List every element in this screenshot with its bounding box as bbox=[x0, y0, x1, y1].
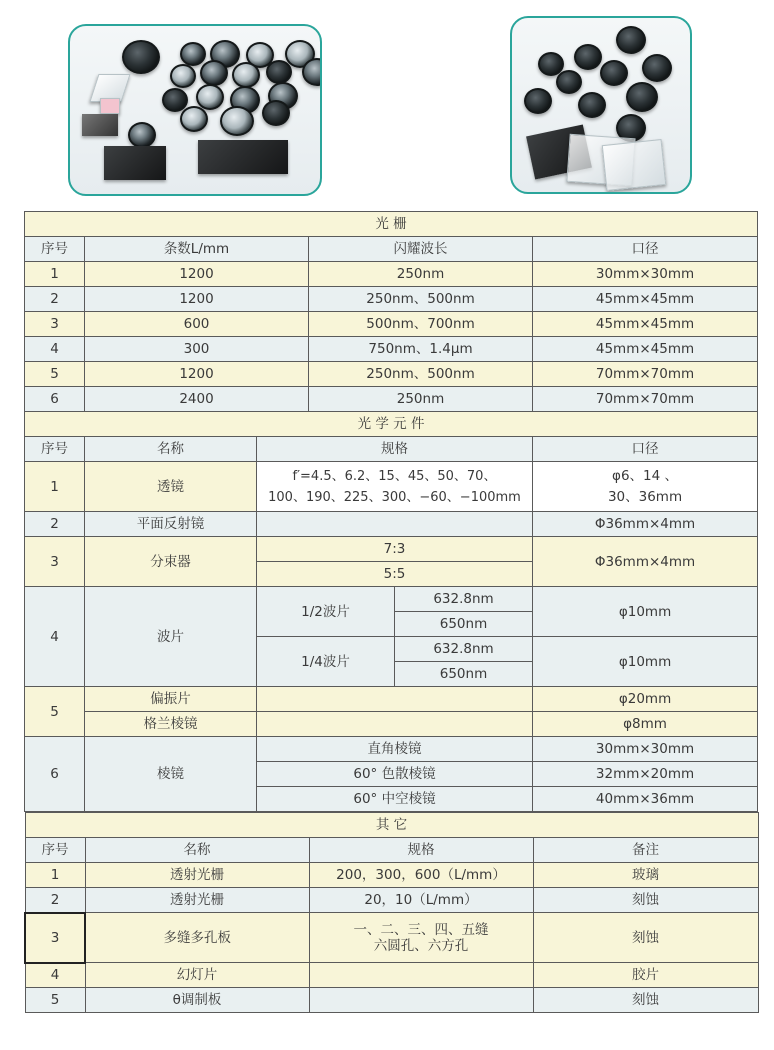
item-note: 玻璃 bbox=[533, 863, 758, 888]
header-cell: 规格 bbox=[257, 437, 533, 462]
table-cell: 250nm bbox=[309, 387, 533, 412]
row-number: 2 bbox=[25, 287, 85, 312]
filter-image bbox=[266, 60, 292, 84]
row-number: 4 bbox=[25, 337, 85, 362]
table-row bbox=[25, 913, 758, 963]
item-spec bbox=[257, 512, 533, 537]
filter-image bbox=[196, 84, 224, 110]
glass-plate-image bbox=[602, 139, 666, 191]
row-number: 3 bbox=[25, 913, 85, 963]
filter-image bbox=[180, 42, 206, 66]
item-size: Φ36mm×4mm bbox=[533, 512, 758, 537]
filter-image bbox=[262, 100, 290, 126]
filter-image bbox=[302, 58, 322, 86]
table-cell: 300 bbox=[85, 337, 309, 362]
filter-image bbox=[170, 64, 196, 88]
item-name: 平面反射镜 bbox=[85, 512, 257, 537]
row-number: 2 bbox=[25, 512, 85, 537]
item-name: θ调制板 bbox=[85, 988, 309, 1013]
filter-image bbox=[556, 70, 582, 94]
table-row bbox=[25, 687, 758, 712]
other-table bbox=[24, 812, 759, 1013]
grating-table bbox=[24, 211, 758, 412]
item-spec: 20，10（L/mm） bbox=[309, 888, 533, 913]
header-cell: 口径 bbox=[533, 237, 758, 262]
table-row bbox=[25, 312, 758, 337]
row-number: 3 bbox=[25, 312, 85, 337]
item-name: 多缝多孔板 bbox=[85, 913, 309, 963]
table-cell: 250nm、500nm bbox=[309, 362, 533, 387]
item-spec: 60° 色散棱镜 bbox=[257, 762, 533, 787]
item-spec: 650nm bbox=[395, 662, 533, 687]
lens-mount-image bbox=[122, 40, 160, 74]
item-size: Φ36mm×4mm bbox=[533, 537, 758, 587]
header-cell: 序号 bbox=[25, 838, 85, 863]
table-row bbox=[25, 337, 758, 362]
item-name: 波片 bbox=[85, 587, 257, 687]
section-title: 其 它 bbox=[25, 813, 758, 838]
row-number: 4 bbox=[25, 963, 85, 988]
row-number: 1 bbox=[25, 262, 85, 287]
filter-image bbox=[200, 60, 228, 86]
header-cell: 名称 bbox=[85, 838, 309, 863]
table-cell: 1200 bbox=[85, 287, 309, 312]
table-row bbox=[25, 287, 758, 312]
row-number: 5 bbox=[25, 687, 85, 737]
item-spec: 632.8nm bbox=[395, 587, 533, 612]
item-spec: 直角棱镜 bbox=[257, 737, 533, 762]
item-size: 30mm×30mm bbox=[533, 737, 758, 762]
item-size: φ10mm bbox=[533, 637, 758, 687]
item-size: φ10mm bbox=[533, 587, 758, 637]
header-cell: 规格 bbox=[309, 838, 533, 863]
row-number: 5 bbox=[25, 362, 85, 387]
header-cell: 序号 bbox=[25, 437, 85, 462]
item-note: 胶片 bbox=[533, 963, 758, 988]
table-row bbox=[25, 988, 758, 1013]
optics-table bbox=[24, 411, 758, 812]
header-cell: 备注 bbox=[533, 838, 758, 863]
item-spec: 5:5 bbox=[257, 562, 533, 587]
table-header-row bbox=[25, 838, 758, 863]
item-name: 幻灯片 bbox=[85, 963, 309, 988]
item-spec: 200，300，600（L/mm） bbox=[309, 863, 533, 888]
table-row bbox=[25, 737, 758, 762]
section-title: 光 栅 bbox=[25, 212, 758, 237]
product-photo-right bbox=[510, 16, 692, 194]
row-number: 1 bbox=[25, 462, 85, 512]
table-row bbox=[25, 462, 758, 512]
filter-image bbox=[180, 106, 208, 132]
item-note: 刻蚀 bbox=[533, 888, 758, 913]
item-name: 棱镜 bbox=[85, 737, 257, 812]
filter-image bbox=[616, 26, 646, 54]
table-row bbox=[25, 512, 758, 537]
item-spec bbox=[309, 963, 533, 988]
row-number: 5 bbox=[25, 988, 85, 1013]
row-number: 6 bbox=[25, 737, 85, 812]
table-header-row bbox=[25, 237, 758, 262]
item-spec bbox=[257, 687, 533, 712]
table-row bbox=[25, 863, 758, 888]
holder-image bbox=[104, 146, 166, 180]
filter-image bbox=[232, 62, 260, 88]
table-cell: 500nm、700nm bbox=[309, 312, 533, 337]
filter-image bbox=[574, 44, 602, 70]
item-size: 40mm×36mm bbox=[533, 787, 758, 812]
item-name: 透射光栅 bbox=[85, 888, 309, 913]
table-cell: 750nm、1.4μm bbox=[309, 337, 533, 362]
table-row bbox=[25, 537, 758, 562]
header-cell: 条数L/mm bbox=[85, 237, 309, 262]
header-cell: 序号 bbox=[25, 237, 85, 262]
table-cell: 2400 bbox=[85, 387, 309, 412]
header-cell: 闪耀波长 bbox=[309, 237, 533, 262]
header-cell: 口径 bbox=[533, 437, 758, 462]
item-name: 格兰棱镜 bbox=[85, 712, 257, 737]
item-size: 32mm×20mm bbox=[533, 762, 758, 787]
table-cell: 70mm×70mm bbox=[533, 362, 758, 387]
row-number: 6 bbox=[25, 387, 85, 412]
item-size: φ8mm bbox=[533, 712, 758, 737]
item-spec bbox=[257, 712, 533, 737]
table-cell: 45mm×45mm bbox=[533, 337, 758, 362]
grating-plate-image bbox=[82, 114, 118, 136]
item-spec: 632.8nm bbox=[395, 637, 533, 662]
item-note: 刻蚀 bbox=[533, 913, 758, 963]
table-cell: 70mm×70mm bbox=[533, 387, 758, 412]
item-spec: 650nm bbox=[395, 612, 533, 637]
filter-image bbox=[626, 82, 658, 112]
filter-image bbox=[578, 92, 606, 118]
item-name: 透镜 bbox=[85, 462, 257, 512]
table-row bbox=[25, 712, 758, 737]
row-number: 4 bbox=[25, 587, 85, 687]
item-name: 分束器 bbox=[85, 537, 257, 587]
item-spec: 60° 中空棱镜 bbox=[257, 787, 533, 812]
slide-plate-image bbox=[198, 140, 288, 174]
table-row bbox=[25, 587, 758, 612]
table-cell: 45mm×45mm bbox=[533, 312, 758, 337]
table-cell: 250nm、500nm bbox=[309, 287, 533, 312]
prism-image bbox=[100, 98, 120, 114]
table-cell: 1200 bbox=[85, 362, 309, 387]
filter-image bbox=[524, 88, 552, 114]
item-spec: f′=4.5、6.2、15、45、50、70、 100、190、225、300、−60、−100mm bbox=[257, 462, 533, 512]
table-cell: 30mm×30mm bbox=[533, 262, 758, 287]
section-title: 光 学 元 件 bbox=[25, 412, 758, 437]
table-row bbox=[25, 262, 758, 287]
table-row bbox=[25, 362, 758, 387]
item-size: φ6、14 、 30、36mm bbox=[533, 462, 758, 512]
item-name: 透射光栅 bbox=[85, 863, 309, 888]
item-spec bbox=[309, 988, 533, 1013]
header-cell: 名称 bbox=[85, 437, 257, 462]
filter-image bbox=[642, 54, 672, 82]
table-cell: 250nm bbox=[309, 262, 533, 287]
table-cell: 1200 bbox=[85, 262, 309, 287]
item-spec: 1/2波片 bbox=[257, 587, 395, 637]
product-photo-left bbox=[68, 24, 322, 196]
filter-image bbox=[600, 60, 628, 86]
row-number: 3 bbox=[25, 537, 85, 587]
filter-image bbox=[220, 106, 254, 136]
item-spec: 7:3 bbox=[257, 537, 533, 562]
filter-image bbox=[128, 122, 156, 148]
item-size: φ20mm bbox=[533, 687, 758, 712]
table-row bbox=[25, 888, 758, 913]
item-note: 刻蚀 bbox=[533, 988, 758, 1013]
table-row bbox=[25, 387, 758, 412]
item-spec: 一、二、三、四、五缝 六圆孔、六方孔 bbox=[309, 913, 533, 963]
item-name: 偏振片 bbox=[85, 687, 257, 712]
table-cell: 600 bbox=[85, 312, 309, 337]
row-number: 2 bbox=[25, 888, 85, 913]
table-row bbox=[25, 963, 758, 988]
table-cell: 45mm×45mm bbox=[533, 287, 758, 312]
item-spec: 1/4波片 bbox=[257, 637, 395, 687]
table-header-row bbox=[25, 437, 758, 462]
row-number: 1 bbox=[25, 863, 85, 888]
